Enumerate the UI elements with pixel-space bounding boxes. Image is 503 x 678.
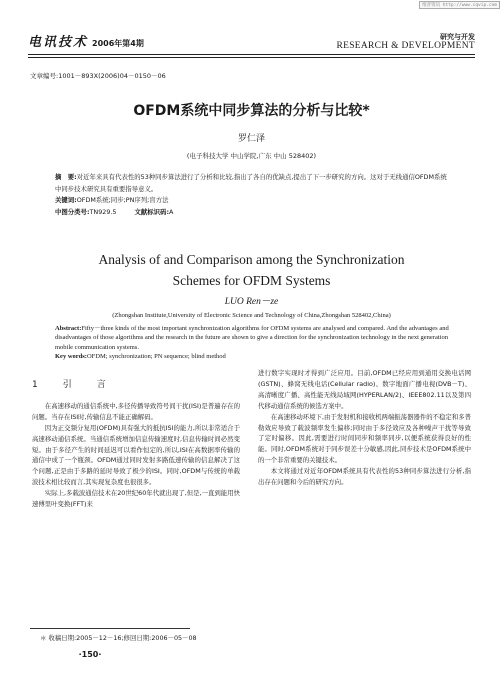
keywords-cn <box>55 195 450 207</box>
affiliation-en: (Zhongshan Institute,University of Electronic Science and Technology of China,Zhongshan 528402,China) <box>112 312 391 319</box>
footnote-rule <box>30 628 190 629</box>
article-number: 文章编号:1001－893X(2006)04－0150－06 <box>30 72 166 80</box>
abstract-en-label: Abstract: <box>55 325 82 332</box>
header-rule-thin <box>28 57 475 58</box>
watermark: 维普资讯 http://www.cqvip.com <box>419 1 500 9</box>
keywords-en-label: Key words: <box>55 353 87 361</box>
affiliation-cn: (电子科技大学 中山学院,广东 中山 528402) <box>186 152 317 160</box>
author-cn: 罗仁泽 <box>237 134 265 144</box>
doc-code-value: A <box>169 207 174 216</box>
clc-value: TN929.5 <box>89 207 117 216</box>
title-en-line2: Schemes for OFDM Systems <box>172 273 331 288</box>
paragraph: 进行数字实现时才得到广泛应用。目前,OFDM已经应用到通用交换电话网(GSTN)、蜂窝无线电话(Cellular radio)、数字地面广播电视(DVB－T)、高清晰度广播、高性能无线局域网(HYPERLAN/2)、IEEE802.11以及第四代移动通信系统的候选方案中。 <box>258 369 471 410</box>
body-column-right <box>258 368 471 488</box>
page-number: ·150· <box>78 650 102 659</box>
title-en-line1: Analysis of and Comparison among the Synchronization <box>98 252 405 267</box>
paragraph: 因为正交频分复用(OFDM)具有强大的抵抗ISI的能力,所以非常适合于高速移动通信系统。当通信系统增加信息传输速度时,信息传输时间必然变短。由于多径产生的时间延迟可以看作恒定的,所以,ISI在高数据率传输的通信中成了一个瓶颈。OFDM通过同时发射多路低速传输的信息解决了这个问题,正是由于多路的延时导致了极少的ISI。同时,OFDM与传统的单载波技术相比较而言,其实现复杂度也很很多。 <box>32 423 240 487</box>
issue-label: 2006年第4期 <box>92 39 144 48</box>
paragraph: 在高速移动环境下,由于发射机和接收机两端振荡器器件的不稳定和多普勒效应导致了载波频率发生偏移;同时由于多径效应及各种噪声干扰等导致了定时偏移。因此,需要进行时间同步和频率同步,以便系统获得良好的性能。同时,OFDM系统对于同步误差十分敏感,因此,同步技术是OFDM系统中的一个非常重要的关键技术。 <box>258 412 471 465</box>
footnote: ＊ 收稿日期:2005－12－16;修回日期:2006－05－08 <box>40 634 197 642</box>
journal-name: 电讯技术 <box>28 35 89 50</box>
abstract-cn-block <box>55 172 450 218</box>
paragraph: 本文将通过对近年OFDM系统具有代表性的53种同步算法进行分析,指出存在问题和今后的研究方向。 <box>258 467 471 487</box>
paragraph: 实际上,多载波通信技术在20世纪60年代就出现了,但是,一直到能用快速傅里叶变换(FFT)来 <box>32 489 240 509</box>
section-label-en: RESEARCH & DEVELOPMENT <box>336 41 475 51</box>
body-column-left <box>32 362 240 510</box>
abstract-cn-label: 摘 要: <box>55 173 77 181</box>
keywords-cn-label: 关键词: <box>55 196 77 204</box>
abstract-en-block <box>55 324 450 362</box>
title-en <box>0 249 503 291</box>
abstract-en-text: Fifty－three kinds of the most important synchronization algorithms for OFDM systems are analysed and compared. And the advantages and disadvantages of those algorithms and the research in the future are shown to give a direction for the synchronization technology in the next generation mobile communication systems. <box>55 325 449 351</box>
abstract-cn <box>55 172 450 195</box>
journal-header <box>28 31 144 50</box>
header-rule <box>28 54 475 55</box>
keywords-cn-text: OFDM系统;同步;PN序列;盲方法 <box>76 196 169 204</box>
abstract-en <box>55 324 450 352</box>
title-cn: OFDM系统中同步算法的分析与比较* <box>133 103 370 119</box>
classification-cn <box>55 207 450 219</box>
section-label-cn: 研究与开发 <box>440 33 475 41</box>
section-heading-introduction: 1 引 言 <box>32 380 114 390</box>
keywords-en-text: OFDM; synchronization; PN sequence; blind method <box>86 353 226 361</box>
author-en: LUO Ren－ze <box>224 297 279 307</box>
doc-code-label: 文献标识码: <box>134 207 170 216</box>
section-header <box>336 33 475 51</box>
paragraph: 在高速移动的通信系统中,多径传播导致符号间干扰(ISI)是普遍存在的问题。当存在ISI时,传输信息不能正确解码。 <box>32 401 240 421</box>
keywords-en <box>55 352 450 361</box>
clc-label: 中图分类号: <box>55 207 90 216</box>
abstract-cn-text: 对近年来具有代表性的53种同步算法进行了分析和比较,指出了各自的优缺点,提出了下一步研究的方向。这对于无线通信OFDM系统中同步技术研究具有重要指导意义。 <box>55 173 447 193</box>
